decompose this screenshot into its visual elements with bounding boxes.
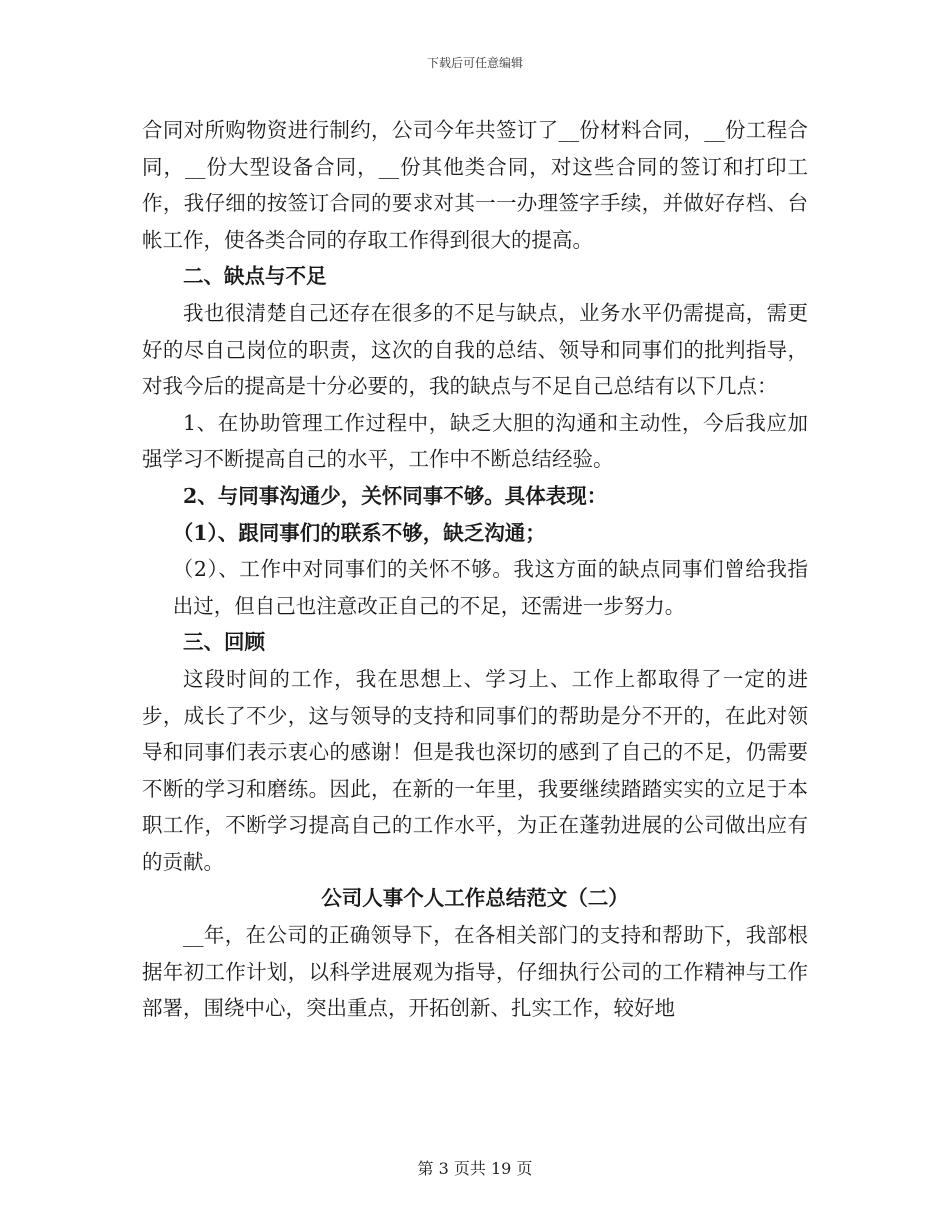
paragraph-point-1: 1、在协助管理工作过程中，缺乏大胆的沟通和主动性，今后我应加强学习不断提高自己的水平，工作中不断总结经验。 <box>142 410 808 472</box>
document-body <box>142 112 808 1027</box>
section-heading-review: 三、回顾 <box>183 630 265 655</box>
paragraph-subpoint-1: （1）、跟同事们的联系不够，缺乏沟通； <box>172 520 546 545</box>
page-header: 下载后可任意编辑 <box>426 56 523 70</box>
article-title: 公司人事个人工作总结范文（二） <box>321 886 629 911</box>
paragraph-article-intro: __年，在公司的正确领导下，在各相关部门的支持和帮助下，我部根据年初工作计划，以科学进展观为指导，仔细执行公司的工作精神与工作部署，围绕中心，突出重点，开拓创新、扎实工作，较好地 <box>142 923 808 1021</box>
paragraph-review: 这段时间的工作，我在思想上、学习上、工作上都取得了一定的进步，成长了不少，这与领导的支持和同事们的帮助是分不开的，在此对领导和同事们表示衷心的感谢！但是我也深切的感到了自己的不足，仍需要不断的学习和磨练。因此，在新的一年里，我要继续踏踏实实的立足于本职工作，不断学习提高自己的工作水平，为正在蓬勃进展的公司做出应有的贡献。 <box>142 666 808 874</box>
section-heading-shortcomings: 二、缺点与不足 <box>183 264 327 289</box>
paragraph-contracts: 合同对所购物资进行制约，公司今年共签订了__份材料合同，__份工程合同，__份大型设备合同，__份其他类合同，对这些合同的签订和打印工作，我仔细的按签订合同的要求对其一一办理签字手续，并做好存档、台帐工作，使各类合同的存取工作得到很大的提高。 <box>142 118 808 252</box>
paragraph-shortcomings-intro: 我也很清楚自己还存在很多的不足与缺点，业务水平仍需提高，需更好的尽自己岗位的职责，这次的自我的总结、领导和同事们的批判指导，对我今后的提高是十分必要的，我的缺点与不足自己总结有以下几点： <box>142 300 808 399</box>
page-number: 第 3 页共 19 页 <box>417 1159 533 1178</box>
paragraph-point-2: 2、与同事沟通少，关怀同事不够。具体表现： <box>183 483 608 508</box>
paragraph-subpoint-2: （2）、工作中对同事们的关怀不够。我这方面的缺点同事们曾给我指出过，但自己也注意改正自己的不足，还需进一步努力。 <box>172 557 808 618</box>
